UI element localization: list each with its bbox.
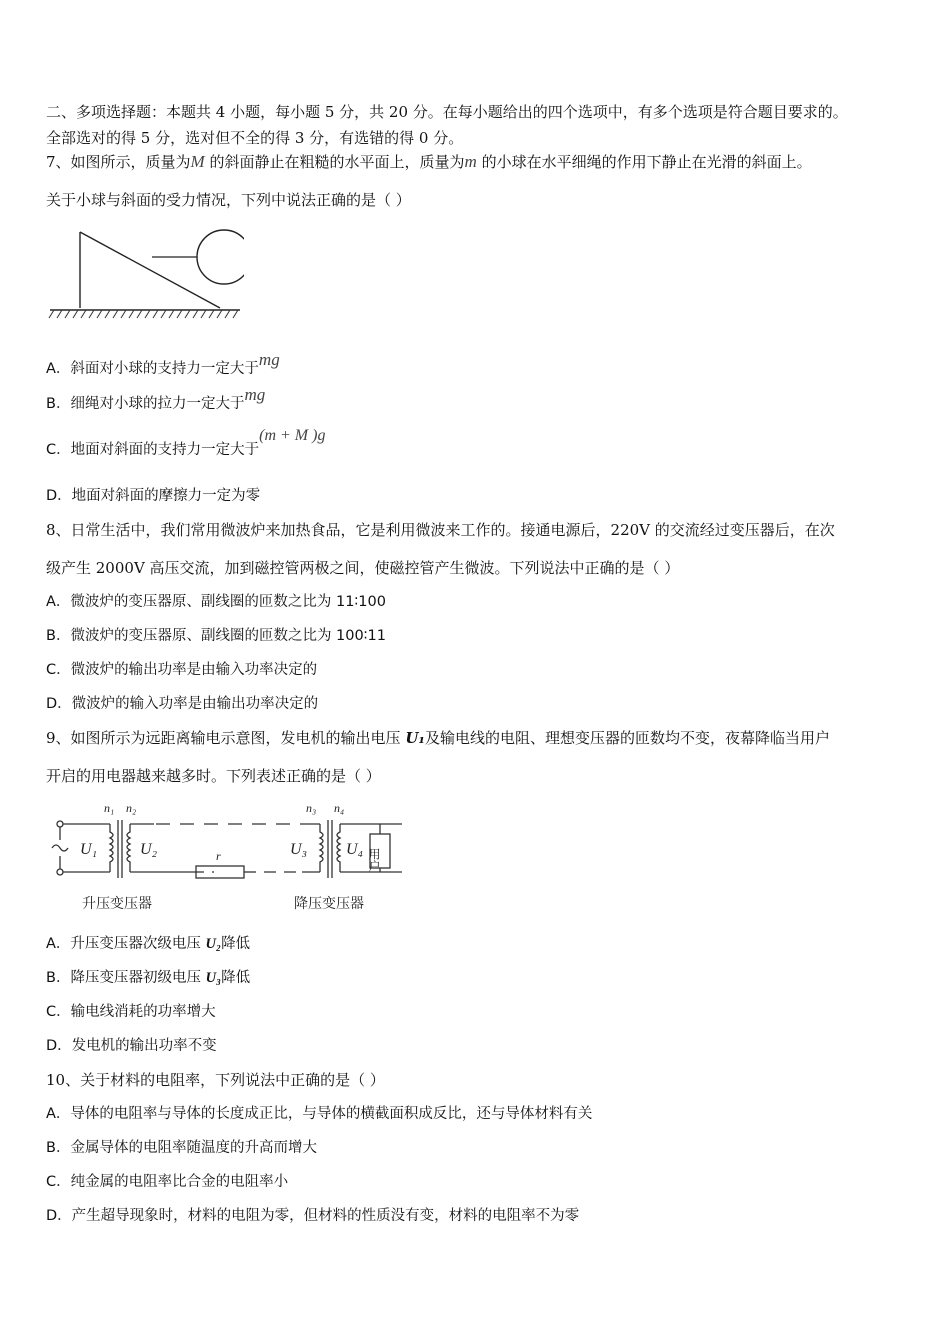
q7-option-a-math: mg [258, 350, 280, 369]
label-n4: n₄ [334, 801, 345, 815]
q8-option-c: C．微波炉的输出功率是由输入功率决定的 [46, 662, 318, 678]
q7-incline-figure [48, 226, 244, 324]
q9-option-b-symbol: U₃ [205, 970, 222, 986]
q9-option-b-suffix: 降低 [221, 970, 251, 986]
label-step-down: 降压变压器 [294, 896, 364, 912]
q9-option-a-text: A．升压变压器次级电压 [46, 936, 206, 952]
source-terminal-top [57, 821, 63, 827]
label-user: 用户 [367, 848, 381, 872]
q9-transmission-diagram [44, 798, 408, 918]
q9-option-c: C．输电线消耗的功率增大 [46, 1004, 216, 1020]
label-n3: n₃ [306, 801, 317, 815]
q7-stem-b: 的斜面静止在粗糙的水平面上，质量为 [209, 153, 465, 171]
q7-option-a [46, 350, 280, 379]
step-down-secondary-coil [337, 824, 340, 872]
q10-option-d: D．产生超导现象时，材料的电阻为零，但材料的性质没有变，材料的电阻率不为零 [46, 1208, 580, 1224]
label-U4: U₄ [346, 841, 364, 858]
q9-option-a-symbol: U₂ [205, 936, 222, 952]
q7-option-b [46, 385, 266, 414]
q7-stem-line2: 关于小球与斜面的受力情况，下列中说法正确的是（ ） [46, 191, 411, 209]
step-up-primary-coil [110, 824, 113, 872]
ac-source-symbol [52, 845, 68, 851]
q9-option-b [46, 968, 250, 988]
incline-slope [80, 232, 220, 308]
q10-option-a: A．导体的电阻率与导体的长度成正比，与导体的横截面积成反比，还与导体材料有关 [46, 1106, 593, 1122]
label-n1: n₁ [104, 801, 115, 815]
q8-option-a: A．微波炉的变压器原、副线圈的匝数之比为 11∶100 [46, 594, 386, 610]
step-up-secondary-coil [127, 824, 130, 872]
step-down-primary-coil [320, 824, 323, 872]
q9-option-d: D．发电机的输出功率不变 [46, 1038, 217, 1054]
section-header-line2: 全部选对的得 5 分，选对但不全的得 3 分，有选错的得 0 分。 [46, 129, 464, 147]
q7-symbol-M: M [190, 152, 205, 171]
q7-option-c-text: C．地面对斜面的支持力一定大于 [46, 442, 260, 458]
label-U2: U₂ [140, 841, 158, 858]
q7-stem-line1 [46, 152, 812, 172]
q7-option-b-math: mg [244, 385, 266, 404]
q7-stem-a: 7、如图所示，质量为 [46, 153, 191, 171]
q7-option-a-text: A．斜面对小球的支持力一定大于 [46, 361, 259, 377]
q10-stem: 10、关于材料的电阻率，下列说法中正确的是（ ） [46, 1071, 385, 1089]
label-U1: U₁ [80, 841, 98, 858]
q9-stem-line2: 开启的用电器越来越多时。下列表述正确的是（ ） [46, 767, 381, 785]
q7-option-c [46, 427, 326, 460]
q8-option-b: B．微波炉的变压器原、副线圈的匝数之比为 100∶11 [46, 628, 386, 644]
section-header-line1: 二、多项选择题：本题共 4 小题，每小题 5 分，共 20 分。在每小题给出的四个选项中，有多个选项是符合题目要求的。 [46, 103, 848, 121]
q7-stem-c: 的小球在水平细绳的作用下静止在光滑的斜面上。 [481, 153, 812, 171]
source-terminal-bottom [57, 869, 63, 875]
q10-option-b: B．金属导体的电阻率随温度的升高而增大 [46, 1140, 317, 1156]
q7-option-d: D．地面对斜面的摩擦力一定为零 [46, 488, 261, 504]
q9-stem-line1 [46, 728, 830, 748]
q9-option-a [46, 934, 250, 954]
label-r: r [216, 849, 221, 863]
label-step-up: 升压变压器 [82, 896, 152, 912]
q8-stem-line2: 级产生 2000V 高压交流，加到磁控管两极之间，使磁控管产生微波。下列说法中正确的是（ ） [46, 559, 680, 577]
q9-symbol-U1: U₁ [405, 729, 425, 747]
ball [197, 230, 244, 284]
q9-option-b-text: B．降压变压器初级电压 [46, 970, 206, 986]
q7-option-b-text: B．细绳对小球的拉力一定大于 [46, 396, 245, 412]
label-n2: n₂ [126, 801, 137, 815]
q9-stem-a: 9、如图所示为远距离输电示意图，发电机的输出电压 [46, 729, 406, 747]
q9-option-a-suffix: 降低 [221, 936, 251, 952]
q7-option-c-math: (m + M )g [259, 427, 326, 444]
q8-stem-line1: 8、日常生活中，我们常用微波炉来加热食品，它是利用微波来工作的。接通电源后，220V 的交流经过变压器后，在次 [46, 521, 835, 539]
ground-hatching [49, 310, 238, 318]
label-U3: U₃ [290, 841, 308, 858]
q9-stem-b: 及输电线的电阻、理想变压器的匝数均不变，夜幕降临当用户 [424, 729, 830, 747]
q10-option-c: C．纯金属的电阻率比合金的电阻率小 [46, 1174, 289, 1190]
q8-option-d: D．微波炉的输入功率是由输出功率决定的 [46, 696, 319, 712]
q7-symbol-m: m [464, 152, 477, 171]
